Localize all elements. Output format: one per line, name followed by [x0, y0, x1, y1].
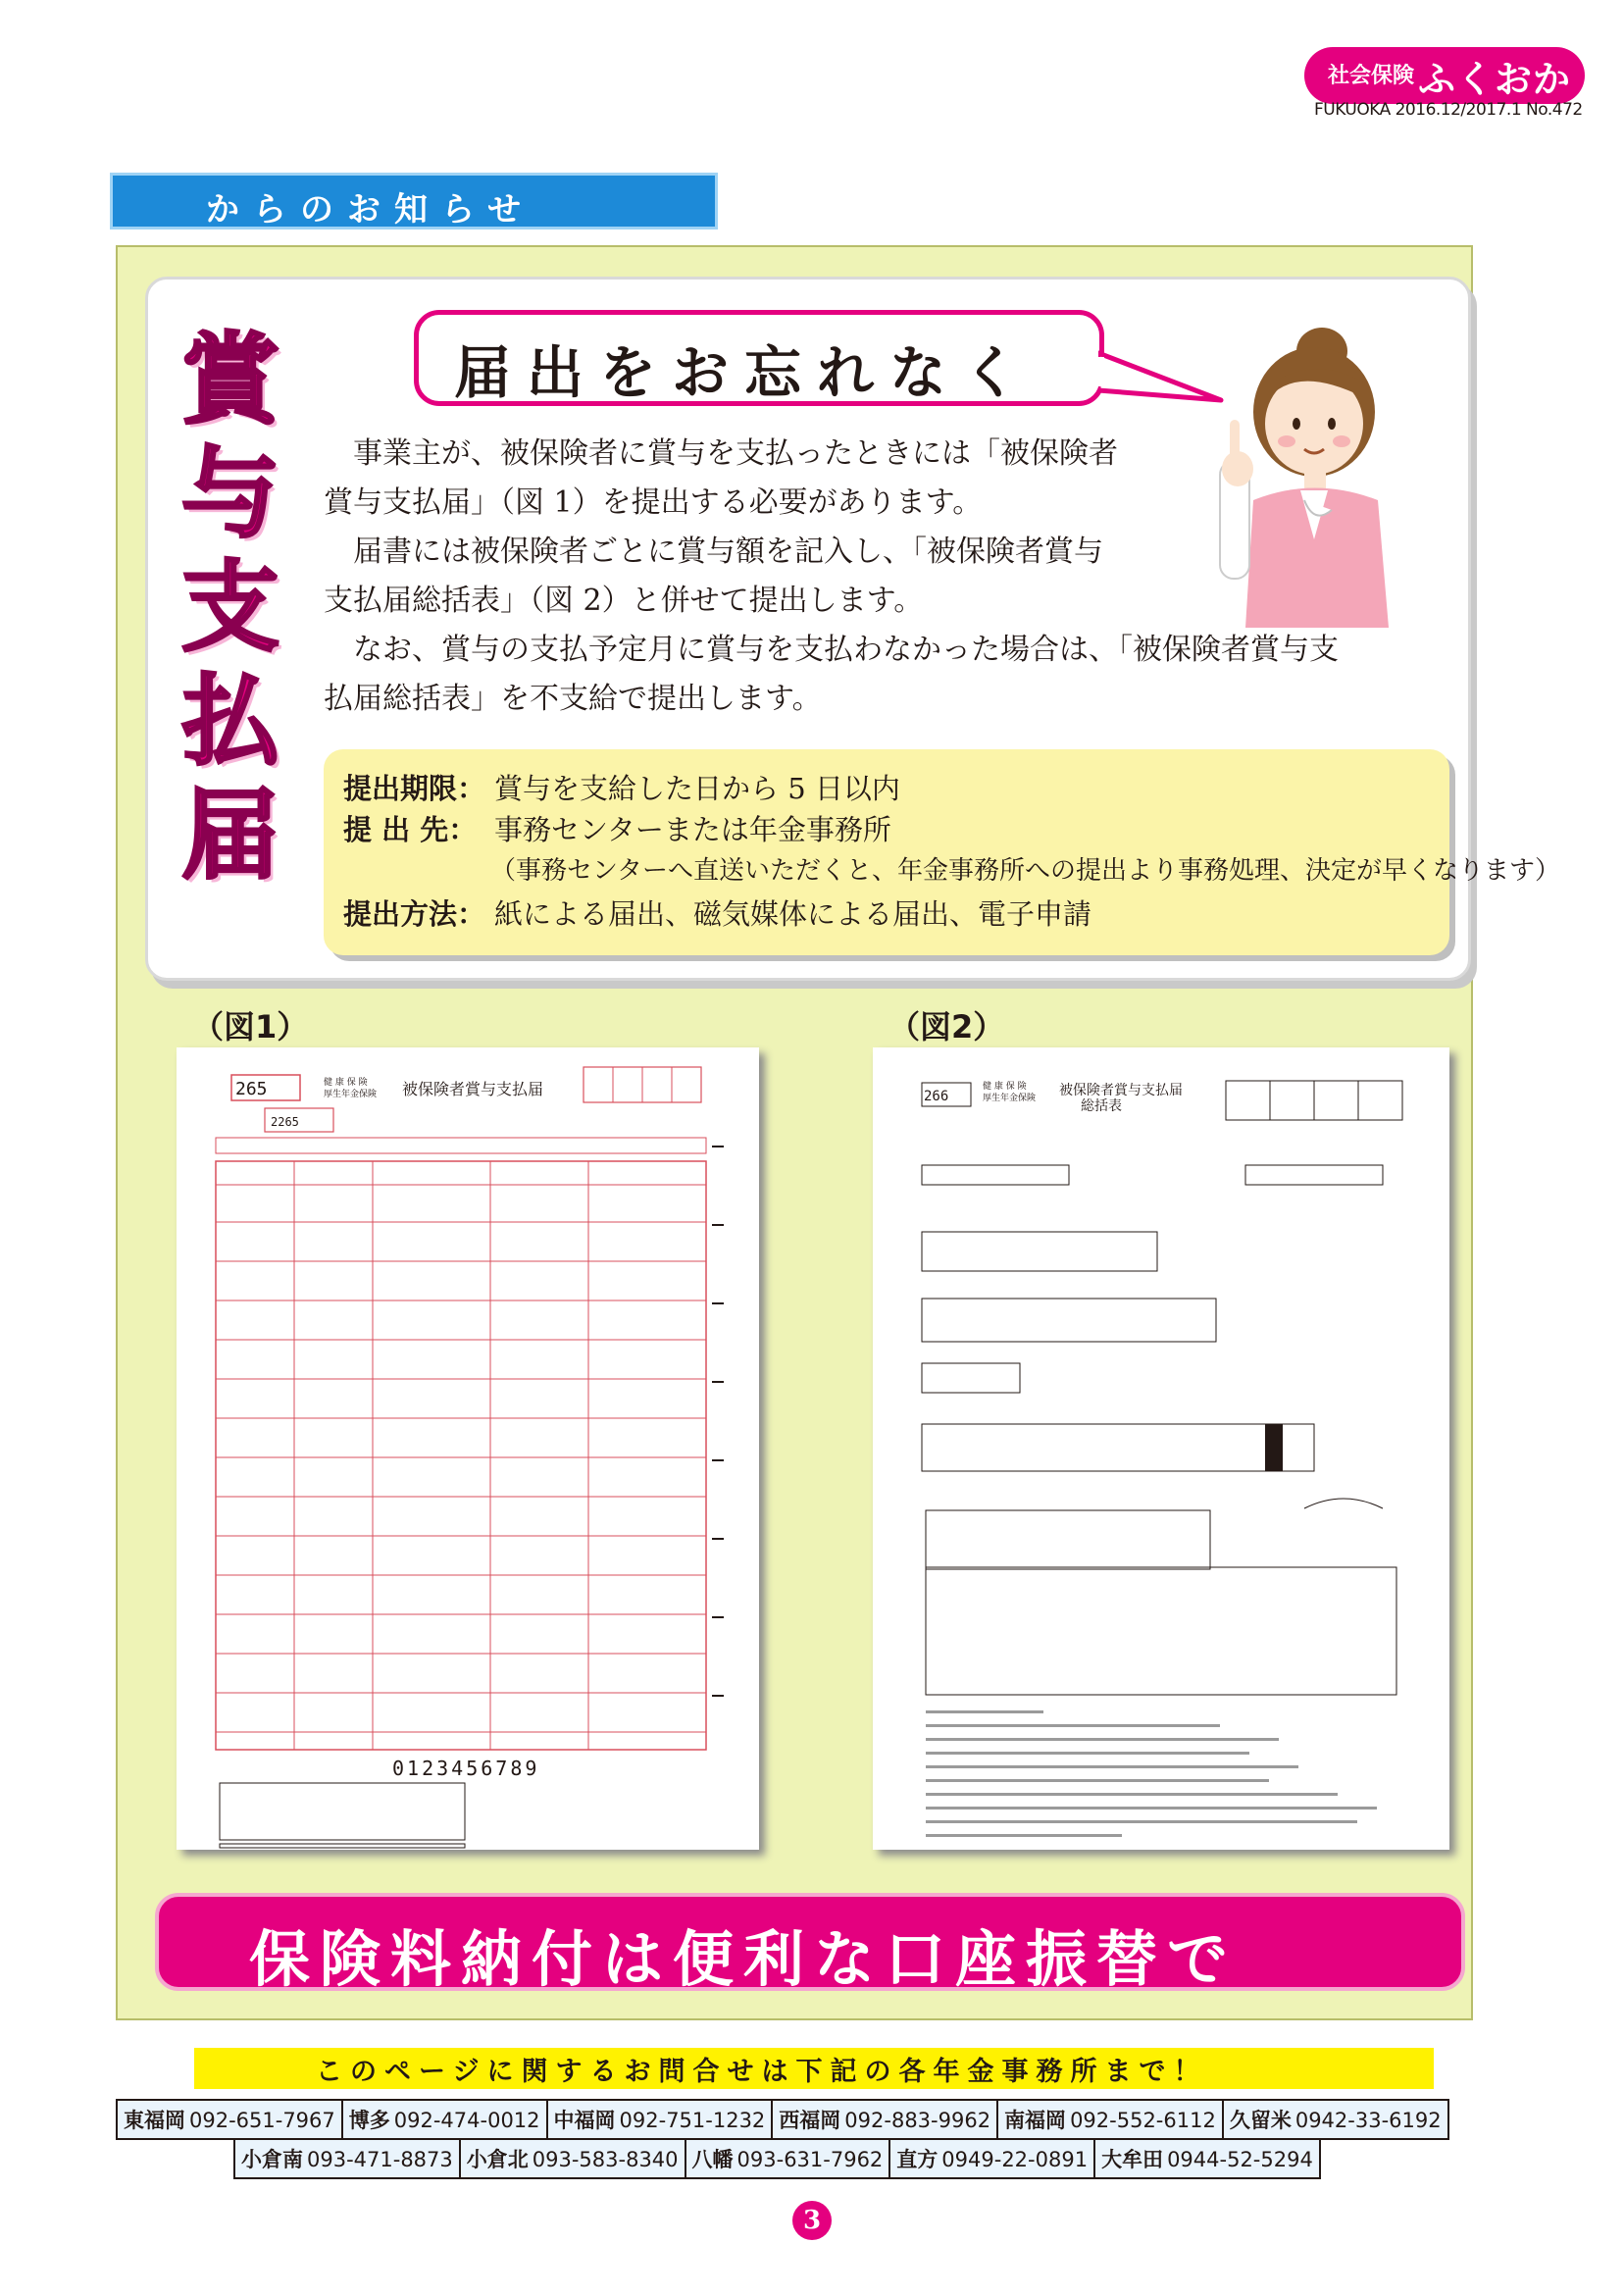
form-1-code: 265 — [235, 1079, 268, 1099]
vertical-title — [167, 324, 294, 892]
body-line: 届書には被保険者ごとに賞与額を記入し、「被保険者賞与 — [324, 535, 1103, 569]
body-line: 事業主が、被保険者に賞与を支払ったときには「被保険者 — [324, 436, 1118, 471]
bubble-tail — [1098, 343, 1226, 412]
destination-value: 事務センターまたは年金事務所 — [494, 813, 891, 846]
office-cell — [1223, 2100, 1448, 2139]
form-2-subtitle: 総括表 — [1081, 1098, 1122, 1114]
office-cell — [1094, 2139, 1320, 2178]
office-name: 博多 — [348, 2109, 390, 2132]
office-cell — [772, 2100, 997, 2139]
figure-1-form — [177, 1047, 759, 1850]
staff-illustration — [1216, 304, 1412, 628]
form-1-digits: 0123456789 — [392, 1757, 540, 1780]
office-name: 久留米 — [1229, 2109, 1292, 2132]
section-title: からのお知らせ — [206, 190, 534, 229]
page-number: 3 — [792, 2201, 832, 2240]
office-name: 小倉北 — [466, 2148, 529, 2171]
section-header — [110, 173, 718, 229]
method-row — [343, 894, 1091, 934]
form-2-title: 被保険者賞与支払届 — [1059, 1083, 1183, 1098]
form-1-number: 2265 — [271, 1115, 299, 1129]
submission-info-box — [324, 749, 1560, 955]
svg-text:健 康 保 険: 健 康 保 険 — [983, 1082, 1027, 1092]
form-2-code: 266 — [924, 1089, 949, 1104]
office-tel: 0944-52-5294 — [1167, 2148, 1313, 2171]
body-line: 払届総括表」を不支給で提出します。 — [324, 682, 822, 716]
speech-bubble — [414, 310, 1104, 406]
destination-row — [343, 810, 891, 849]
office-tel: 093-471-8873 — [307, 2148, 453, 2171]
logo-small-text: 社会保険 — [1328, 64, 1415, 88]
deadline-value: 賞与を支給した日から 5 日以内 — [494, 772, 900, 805]
contact-heading-bar — [194, 2048, 1434, 2089]
office-cell — [889, 2139, 1094, 2178]
body-line: 賞与支払届」（図 1）を提出する必要があります。 — [324, 485, 983, 520]
title-char: 支 — [181, 550, 279, 665]
office-tel: 092-883-9962 — [844, 2109, 991, 2132]
title-char: 届 — [181, 778, 279, 892]
destination-note: （事務センターへ直送いただくと、年金事務所への提出より事務処理、決定が早くなります） — [490, 856, 1560, 886]
figure-2-form — [873, 1047, 1449, 1850]
logo-large-text: ふくおか — [1418, 58, 1572, 101]
office-name: 中福岡 — [553, 2109, 616, 2132]
autopay-banner — [155, 1893, 1465, 1995]
office-tel: 092-474-0012 — [393, 2109, 540, 2132]
office-cell — [997, 2100, 1223, 2139]
office-tel: 093-583-8340 — [532, 2148, 679, 2171]
office-table-row-2 — [233, 2138, 1321, 2179]
office-name: 八幡 — [691, 2148, 734, 2171]
office-cell — [342, 2100, 547, 2139]
office-tel: 092-552-6112 — [1070, 2109, 1216, 2132]
form-2-drawing — [873, 1047, 1449, 1850]
deadline-label: 提出期限： — [343, 772, 486, 805]
office-name: 西福岡 — [779, 2109, 841, 2132]
office-name: 小倉南 — [241, 2148, 303, 2171]
office-cell — [234, 2139, 460, 2178]
method-value: 紙による届出、磁気媒体による届出、電子申請 — [494, 897, 1092, 931]
issue-number: FUKUOKA 2016.12/2017.1 No.472 — [1314, 100, 1583, 120]
form-1-title: 被保険者賞与支払届 — [402, 1080, 544, 1098]
newsletter-logo — [1304, 47, 1585, 124]
svg-text:健 康 保 険: 健 康 保 険 — [324, 1078, 368, 1088]
office-name: 南福岡 — [1004, 2109, 1067, 2132]
body-line: 支払届総括表」（図 2）と併せて提出します。 — [324, 584, 924, 618]
method-label: 提出方法： — [343, 897, 486, 931]
office-table-row-1 — [116, 2099, 1449, 2140]
title-char: 賞 — [181, 323, 279, 437]
office-tel: 0942-33-6192 — [1294, 2109, 1442, 2132]
office-cell — [547, 2100, 773, 2139]
svg-text:厚生年金保険: 厚生年金保険 — [983, 1094, 1037, 1103]
figure-1-label: （図1） — [192, 1008, 309, 1045]
title-char: 払 — [181, 664, 279, 779]
office-cell — [685, 2139, 890, 2178]
office-cell — [460, 2139, 685, 2178]
destination-label: 提 出 先： — [343, 813, 478, 846]
office-tel: 093-631-7962 — [736, 2148, 884, 2171]
office-cell — [117, 2100, 342, 2139]
office-name: 東福岡 — [124, 2109, 185, 2132]
office-tel: 092-751-1232 — [619, 2109, 766, 2132]
office-tel: 0949-22-0891 — [941, 2148, 1089, 2171]
title-char: 与 — [181, 436, 279, 551]
office-name: 直方 — [896, 2148, 939, 2171]
contact-heading: このページに関するお問合せは下記の各年金事務所まで！ — [316, 2057, 1208, 2087]
bubble-text: 届出をお忘れなく — [454, 339, 1036, 406]
banner-text: 保険料納付は便利な口座振替で — [249, 1923, 1239, 1995]
office-tel: 092-651-7967 — [189, 2109, 335, 2132]
svg-text:厚生年金保険: 厚生年金保険 — [324, 1090, 378, 1099]
office-name: 大牟田 — [1101, 2148, 1164, 2171]
figure-2-label: （図2） — [888, 1008, 1005, 1045]
body-line: なお、賞与の支払予定月に賞与を支払わなかった場合は、「被保険者賞与支 — [324, 633, 1339, 667]
form-1-drawing — [177, 1047, 759, 1850]
deadline-row — [343, 769, 900, 808]
